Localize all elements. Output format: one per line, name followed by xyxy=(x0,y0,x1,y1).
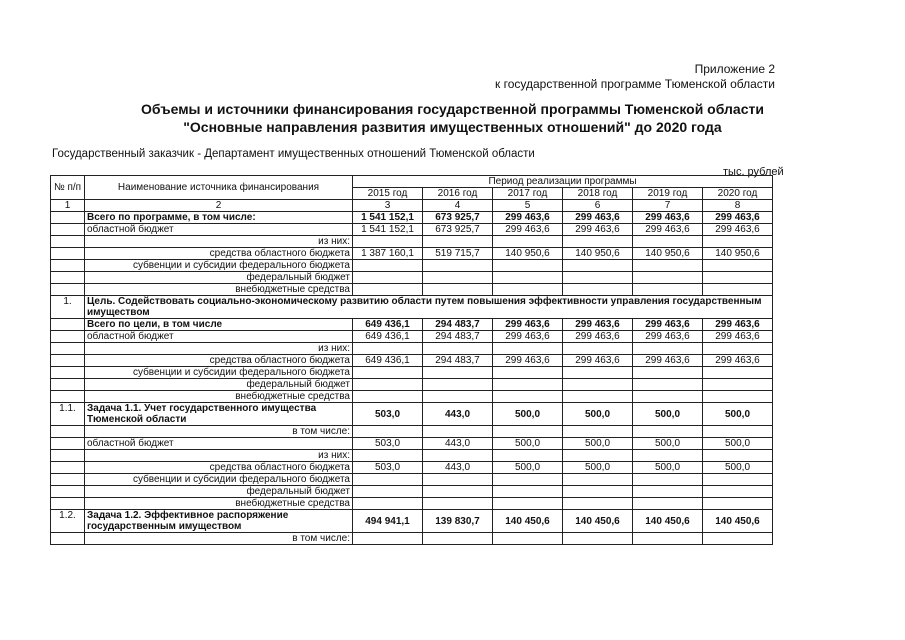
table-row xyxy=(51,284,773,296)
cell-value: 649 436,1 xyxy=(353,355,423,367)
task-number: 1.1. xyxy=(51,403,85,426)
task-text: Задача 1.1. Учет государственного имущества Тюменской области xyxy=(85,403,353,426)
col-number: 3 xyxy=(353,200,423,212)
cell-value: 500,0 xyxy=(493,403,563,426)
table-row xyxy=(51,319,773,331)
title-line-1: Объемы и источники финансирования государственной программы Тюменской области xyxy=(141,101,764,117)
row-label: средства областного бюджета xyxy=(85,248,353,260)
row-label: областной бюджет xyxy=(85,438,353,450)
cell-value: 443,0 xyxy=(423,462,493,474)
cell-value: 299 463,6 xyxy=(563,355,633,367)
cell-value: 503,0 xyxy=(353,462,423,474)
header-year: 2019 год xyxy=(633,188,703,200)
financing-table xyxy=(50,175,773,545)
cell-value: 673 925,7 xyxy=(423,212,493,224)
cell-value: 299 463,6 xyxy=(703,224,773,236)
cell-value: 140 950,6 xyxy=(703,248,773,260)
cell-value: 299 463,6 xyxy=(633,212,703,224)
col-number: 6 xyxy=(563,200,633,212)
cell-value: 503,0 xyxy=(353,403,423,426)
cell-value: 299 463,6 xyxy=(563,212,633,224)
row-label: субвенции и субсидии федерального бюджета xyxy=(85,474,353,486)
row-label: Всего по цели, в том числе xyxy=(85,319,353,331)
table-row xyxy=(51,498,773,510)
row-label: федеральный бюджет xyxy=(85,486,353,498)
cell-value: 500,0 xyxy=(563,403,633,426)
row-label: внебюджетные средства xyxy=(85,284,353,296)
appendix-line-2: к государственной программе Тюменской области xyxy=(495,77,775,91)
cell-value: 299 463,6 xyxy=(493,224,563,236)
table-row xyxy=(51,272,773,284)
table-row xyxy=(51,474,773,486)
cell-value: 500,0 xyxy=(633,462,703,474)
col-number: 5 xyxy=(493,200,563,212)
row-label: в том числе: xyxy=(85,533,353,545)
goal-row xyxy=(51,296,773,319)
row-label: Всего по программе, в том числе: xyxy=(85,212,353,224)
header-year: 2016 год xyxy=(423,188,493,200)
cell-value: 1 387 160,1 xyxy=(353,248,423,260)
row-label: субвенции и субсидии федерального бюджета xyxy=(85,367,353,379)
cell-value: 299 463,6 xyxy=(633,224,703,236)
col-number: 2 xyxy=(85,200,353,212)
table-row xyxy=(51,260,773,272)
cell-value: 299 463,6 xyxy=(493,355,563,367)
col-number: 1 xyxy=(51,200,85,212)
cell-value: 649 436,1 xyxy=(353,331,423,343)
cell-value: 299 463,6 xyxy=(633,331,703,343)
appendix-note xyxy=(495,62,775,92)
cell-value: 500,0 xyxy=(703,403,773,426)
col-number: 8 xyxy=(703,200,773,212)
title-line-2: "Основные направления развития имущественных отношений" до 2020 года xyxy=(183,119,722,135)
header-year: 2020 год xyxy=(703,188,773,200)
row-label: из них: xyxy=(85,450,353,462)
table-row xyxy=(51,212,773,224)
row-label: из них: xyxy=(85,343,353,355)
row-label: областной бюджет xyxy=(85,224,353,236)
cell-value: 1 541 152,1 xyxy=(353,224,423,236)
row-label: средства областного бюджета xyxy=(85,355,353,367)
table-row xyxy=(51,331,773,343)
cell-value: 500,0 xyxy=(563,462,633,474)
table-row xyxy=(51,450,773,462)
cell-value: 299 463,6 xyxy=(563,331,633,343)
cell-value: 140 450,6 xyxy=(493,510,563,533)
header-col-no: № п/п xyxy=(51,176,85,200)
cell-value: 294 483,7 xyxy=(423,355,493,367)
row-label: внебюджетные средства xyxy=(85,391,353,403)
units-label: тыс. рублей xyxy=(723,166,784,178)
cell-value: 299 463,6 xyxy=(703,331,773,343)
cell-value: 299 463,6 xyxy=(493,212,563,224)
cell-value: 140 450,6 xyxy=(563,510,633,533)
cell-value: 500,0 xyxy=(703,438,773,450)
table-row xyxy=(51,236,773,248)
cell-value: 299 463,6 xyxy=(563,319,633,331)
table-row xyxy=(51,224,773,236)
cell-value: 140 450,6 xyxy=(703,510,773,533)
appendix-line-1: Приложение 2 xyxy=(694,62,775,76)
table-row xyxy=(51,343,773,355)
col-number: 7 xyxy=(633,200,703,212)
row-label: в том числе: xyxy=(85,426,353,438)
cell-value: 299 463,6 xyxy=(563,224,633,236)
table-row xyxy=(51,533,773,545)
table-row xyxy=(51,462,773,474)
cell-value: 299 463,6 xyxy=(633,355,703,367)
header-period: Период реализации программы xyxy=(353,176,773,188)
cell-value: 299 463,6 xyxy=(703,355,773,367)
cell-value: 299 463,6 xyxy=(493,319,563,331)
cell-value: 299 463,6 xyxy=(703,212,773,224)
cell-value: 1 541 152,1 xyxy=(353,212,423,224)
cell-value: 500,0 xyxy=(633,438,703,450)
row-label: средства областного бюджета xyxy=(85,462,353,474)
task-row xyxy=(51,510,773,533)
cell-value: 500,0 xyxy=(493,462,563,474)
header-year: 2015 год xyxy=(353,188,423,200)
header-year: 2018 год xyxy=(563,188,633,200)
cell-value: 294 483,7 xyxy=(423,319,493,331)
table-row xyxy=(51,486,773,498)
cell-value: 140 950,6 xyxy=(493,248,563,260)
cell-value: 500,0 xyxy=(703,462,773,474)
task-text: Задача 1.2. Эффективное распоряжение государственным имуществом xyxy=(85,510,353,533)
col-number: 4 xyxy=(423,200,493,212)
state-customer: Государственный заказчик - Департамент имущественных отношений Тюменской области xyxy=(52,148,535,160)
cell-value: 139 830,7 xyxy=(423,510,493,533)
table-row xyxy=(51,391,773,403)
cell-value: 494 941,1 xyxy=(353,510,423,533)
row-label: областной бюджет xyxy=(85,331,353,343)
cell-value: 500,0 xyxy=(633,403,703,426)
row-label: из них: xyxy=(85,236,353,248)
cell-value: 673 925,7 xyxy=(423,224,493,236)
header-row xyxy=(51,176,773,188)
row-label: внебюджетные средства xyxy=(85,498,353,510)
table-row xyxy=(51,367,773,379)
table-row xyxy=(51,426,773,438)
goal-number: 1. xyxy=(51,296,85,319)
cell-value: 519 715,7 xyxy=(423,248,493,260)
cell-value: 443,0 xyxy=(423,438,493,450)
header-year: 2017 год xyxy=(493,188,563,200)
cell-value: 299 463,6 xyxy=(703,319,773,331)
cell-value: 294 483,7 xyxy=(423,331,493,343)
header-col-name: Наименование источника финансирования xyxy=(85,176,353,200)
cell-value: 299 463,6 xyxy=(633,319,703,331)
cell-value: 500,0 xyxy=(563,438,633,450)
document-title xyxy=(0,100,905,136)
row-label: федеральный бюджет xyxy=(85,379,353,391)
row-label: федеральный бюджет xyxy=(85,272,353,284)
cell-value: 649 436,1 xyxy=(353,319,423,331)
table-row xyxy=(51,248,773,260)
row-label: субвенции и субсидии федерального бюджета xyxy=(85,260,353,272)
table-row xyxy=(51,438,773,450)
cell-value: 299 463,6 xyxy=(493,331,563,343)
cell-value: 500,0 xyxy=(493,438,563,450)
table-row xyxy=(51,355,773,367)
cell-value: 140 950,6 xyxy=(563,248,633,260)
cell-value: 140 450,6 xyxy=(633,510,703,533)
table-row xyxy=(51,379,773,391)
cell-value: 443,0 xyxy=(423,403,493,426)
cell-value: 503,0 xyxy=(353,438,423,450)
task-row xyxy=(51,403,773,426)
cell-value: 140 950,6 xyxy=(633,248,703,260)
goal-text: Цель. Содействовать социально-экономическому развитию области путем повышения эффективности управления государственным имуществом xyxy=(85,296,773,319)
column-numbers-row xyxy=(51,200,773,212)
task-number: 1.2. xyxy=(51,510,85,533)
